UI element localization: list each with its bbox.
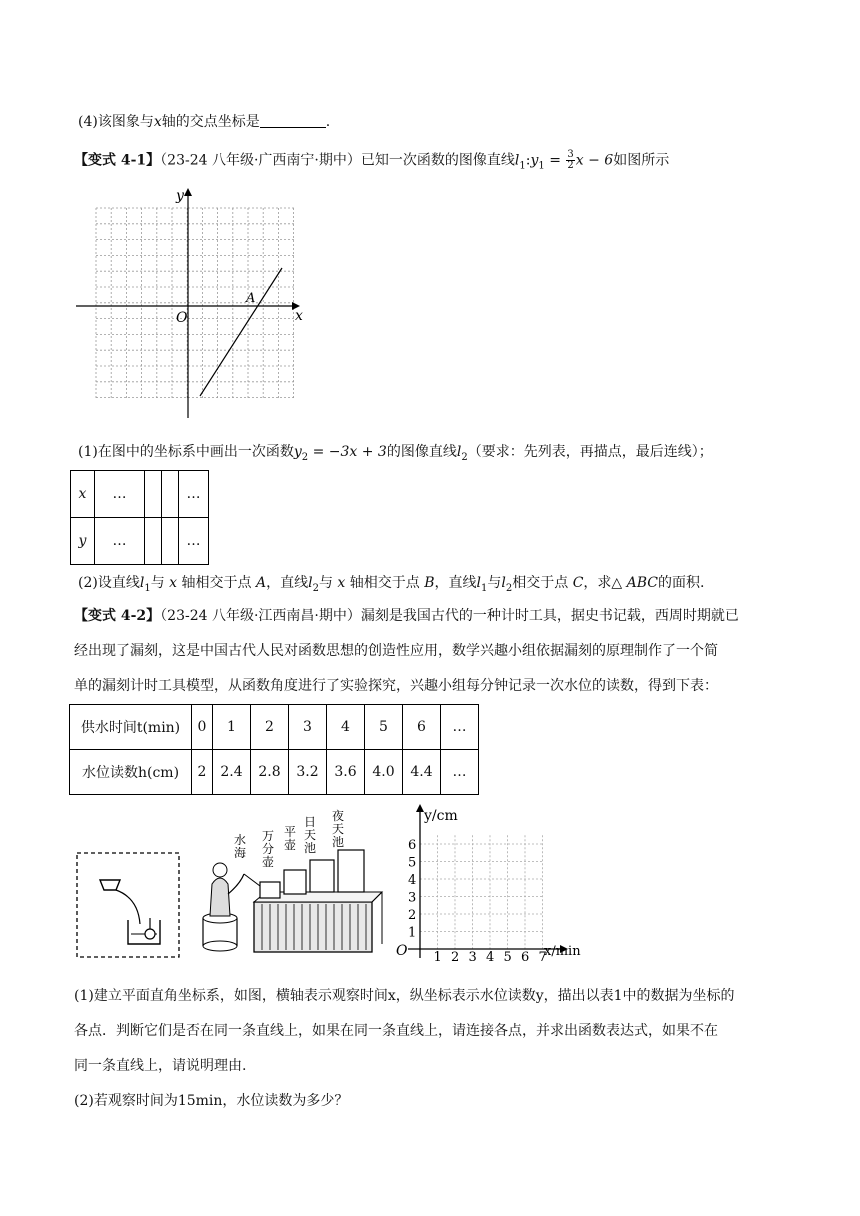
- variant-tag: 【变式 4-1】: [74, 152, 161, 169]
- vessel-label: 万分壶: [262, 829, 275, 869]
- variant2-text-line: 经出现了漏刻，这是中国古代人民对函数思想的创造性应用，数学兴趣小组依据漏刻的原理制作了一个简: [74, 643, 718, 659]
- x-tick-label: 7: [538, 950, 547, 965]
- vessel-label: 夜天池: [332, 809, 345, 849]
- clepsydra-illustration: [198, 806, 378, 966]
- variant-tag: 【变式 4-2】: [74, 608, 161, 624]
- vessel-label: 平壶: [284, 825, 297, 852]
- variant2-question-1-line: 同一条直线上，请说明理由.: [74, 1058, 247, 1074]
- vessel-label: 日天池: [304, 815, 317, 855]
- variant1-question-1: (1)在图中的坐标系中画出一次函数$y_2 = -3x + 3$的图像直线$l_2$（要求：先列表，再描点，最后连线）；: [78, 444, 713, 463]
- variant2-text-line: 单的漏刻计时工具模型，从函数角度进行了实验探究，兴趣小组每分钟记录一次水位的读数，得到下表：: [74, 678, 718, 694]
- y-axis-label: y/cm: [424, 808, 458, 824]
- origin-label: O: [396, 943, 408, 959]
- variant-source: （23-24 八年级·广西南宁·期中）: [160, 152, 361, 169]
- variant-source: （23-24 八年级·江西南昌·期中）: [160, 608, 361, 624]
- variant2-question-1-line: 各点．判断它们是否在同一条直线上，如果在同一条直线上，请连接各点，并求出函数表达式，如果不在: [74, 1023, 718, 1039]
- x-tick-label: 6: [521, 950, 530, 965]
- y-axis-label: y: [176, 188, 184, 204]
- question-4: (4)该图象与x轴的交点坐标是 .: [78, 114, 331, 130]
- point-a-label: A: [246, 291, 256, 306]
- vessel-label: 水海: [234, 833, 247, 860]
- variant-4-1-header: 【变式 4-1】（23-24 八年级·广西南宁·期中）已知一次函数的图像直线$l_1:y_1$ = $\frac{3}{2}$ x − 6如图所示: [74, 149, 670, 172]
- x-tick-label: 4: [486, 950, 495, 965]
- variant2-question-2: (2)若观察时间为15min，水位读数为多少？: [74, 1093, 349, 1109]
- x-axis-label: x/min: [544, 944, 581, 959]
- table-row: y … …: [71, 518, 209, 565]
- x-tick-label: 5: [503, 950, 512, 965]
- table-row: x … …: [71, 471, 209, 518]
- y-tick-label: 1: [408, 925, 417, 941]
- value-table-1: [70, 470, 209, 565]
- coordinate-graph-1: [74, 186, 314, 426]
- variant2-question-1-line: (1)建立平面直角坐标系，如图，横轴表示观察时间x，纵坐标表示水位读数y，描出以表1中的数据为坐标的: [74, 988, 735, 1004]
- variant1-question-2: (2)设直线$l_1$与 x 轴相交于点 A，直线$l_2$与 x 轴相交于点 B，直线$l_1$与$l_2$相交于点 C，求△ ABC的面积.: [78, 575, 705, 594]
- y-tick-label: 2: [408, 908, 417, 923]
- water-level-chart: [390, 802, 600, 965]
- x-tick-label: 2: [451, 950, 460, 965]
- water-clock-diagram: [76, 852, 180, 958]
- fraction: $\frac{3}{2}$: [567, 149, 574, 171]
- y-tick-label: 4: [408, 873, 417, 888]
- water-level-table: [69, 704, 479, 795]
- origin-label: O: [176, 310, 188, 326]
- x-tick-label: 1: [433, 950, 442, 965]
- y-tick-label: 6: [408, 838, 417, 853]
- answer-blank[interactable]: [260, 113, 326, 128]
- y-tick-label: 3: [408, 890, 417, 906]
- x-axis-label: x: [295, 308, 303, 324]
- y-tick-label: 5: [408, 855, 417, 871]
- variant-4-2-header: 【变式 4-2】（23-24 八年级·江西南昌·期中）漏刻是我国古代的一种计时工具，据史书记载，西周时期就已: [74, 608, 739, 624]
- table-row: 供水时间t(min) 0 1 2 3 4 5 6 …: [70, 705, 479, 750]
- x-tick-label: 3: [468, 950, 477, 965]
- table-row: 水位读数h(cm) 2 2.4 2.8 3.2 3.6 4.0 4.4 …: [70, 750, 479, 795]
